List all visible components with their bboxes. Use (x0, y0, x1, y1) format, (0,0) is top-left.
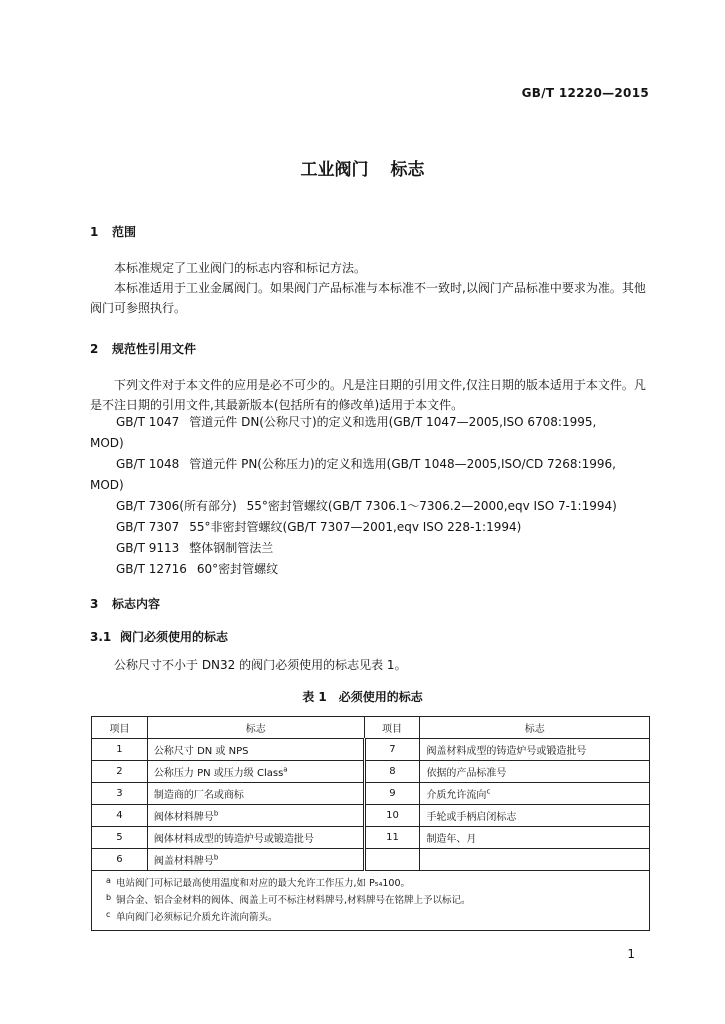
footnote-ref: b (213, 809, 219, 818)
reference-title: 管道元件 PN(公称压力)的定义和选用(GB/T 1048—2005,ISO/CD 7268:1996, (189, 457, 616, 471)
section-3-1-body (90, 655, 646, 675)
table-row (92, 761, 650, 783)
reference-item (90, 538, 650, 559)
mark-text: 制造商的厂名或商标 (147, 783, 364, 805)
note-text: 电站阀门可标记最高使用温度和对应的最大允许工作压力,如 P₅₄100。 (116, 878, 411, 889)
reference-title: 整体钢制管法兰 (189, 541, 274, 555)
item-number: 11 (364, 827, 420, 849)
required-marks-table (91, 716, 650, 931)
reference-code: GB/T 1047 (116, 415, 180, 429)
section-number: 1 (90, 225, 99, 239)
page-number: 1 (627, 947, 635, 961)
note-text: 单向阀门必须标记介质允许流向箭头。 (116, 912, 278, 923)
table-row (92, 805, 650, 827)
table-row (92, 827, 650, 849)
header-mark: 标志 (147, 717, 364, 739)
table-note (106, 892, 643, 909)
item-number: 2 (92, 761, 148, 783)
section-number: 3.1 (90, 630, 112, 644)
table-notes (92, 871, 650, 931)
mark-text: 阀盖材料牌号$^b$ (147, 849, 364, 871)
reference-continuation: MOD) (90, 436, 124, 450)
reference-list (90, 412, 650, 580)
reference-item (90, 496, 650, 517)
reference-title: 55°密封管螺纹(GB/T 7306.1～7306.2—2000,eqv ISO 7-1:1994) (246, 499, 617, 513)
item-number: 8 (364, 761, 420, 783)
mark-text: 阀体材料成型的铸造炉号或锻造批号 (147, 827, 364, 849)
paragraph: 公称尺寸不小于 DN32 的阀门必须使用的标志见表 1。 (114, 658, 407, 672)
section-2-heading (90, 340, 196, 357)
table-notes-row (92, 871, 650, 931)
mark-text: 阀盖材料成型的铸造炉号或锻造批号 (420, 739, 650, 761)
section-3-heading (90, 595, 160, 612)
section-title: 标志内容 (112, 597, 161, 611)
footnote-ref: c (486, 787, 491, 796)
table-row (92, 849, 650, 871)
reference-continuation: MOD) (90, 478, 124, 492)
table-note (106, 909, 643, 926)
table-row (92, 739, 650, 761)
paragraph: 本标准适用于工业金属阀门。如果阀门产品标准与本标准不一致时,以阀门产品标准中要求为准。其他阀门可参照执行。 (90, 281, 646, 315)
standard-code: GB/T 12220—2015 (521, 86, 649, 100)
item-number: 9 (364, 783, 420, 805)
table-row (92, 783, 650, 805)
footnote-ref: b (213, 853, 219, 862)
reference-code: GB/T 7306(所有部分) (116, 499, 237, 513)
item-number: 5 (92, 827, 148, 849)
table-title: 必须使用的标志 (338, 690, 423, 704)
mark-text: 公称尺寸 DN 或 NPS (147, 739, 364, 761)
mark-text (420, 849, 650, 871)
table-header-row (92, 717, 650, 739)
title-part-2: 标志 (390, 160, 425, 180)
section-1-body (90, 258, 646, 318)
reference-title: 管道元件 DN(公称尺寸)的定义和选用(GB/T 1047—2005,ISO 6708:1995, (189, 415, 597, 429)
reference-code: GB/T 1048 (116, 457, 180, 471)
reference-code: GB/T 12716 (116, 562, 187, 576)
item-number: 3 (92, 783, 148, 805)
section-number: 3 (90, 597, 99, 611)
reference-code: GB/T 9113 (116, 541, 180, 555)
reference-title: 60°密封管螺纹 (196, 562, 279, 576)
section-3-1-heading (90, 628, 228, 645)
mark-text: 介质允许流向$^c$ (420, 783, 650, 805)
item-number (364, 849, 420, 871)
table-caption (0, 688, 725, 705)
note-symbol: b (106, 893, 112, 902)
reference-item (90, 559, 650, 580)
reference-title: 55°非密封管螺纹(GB/T 7307—2001,eqv ISO 228-1:1994) (189, 520, 522, 534)
reference-code: GB/T 7307 (116, 520, 180, 534)
item-number: 10 (364, 805, 420, 827)
table-note (106, 875, 643, 892)
section-number: 2 (90, 342, 99, 356)
item-number: 1 (92, 739, 148, 761)
mark-text: 手轮或手柄启闭标志 (420, 805, 650, 827)
section-title: 范围 (112, 225, 137, 239)
header-item: 项目 (364, 717, 420, 739)
title-part-1: 工业阀门 (300, 160, 369, 180)
table-label: 表 1 (302, 690, 327, 704)
item-number: 6 (92, 849, 148, 871)
note-symbol: a (106, 876, 111, 885)
reference-item (90, 517, 650, 538)
mark-text: 依据的产品标准号 (420, 761, 650, 783)
reference-item (90, 412, 650, 454)
mark-text: 公称压力 PN 或压力级 Class$^a$ (147, 761, 364, 783)
header-item: 项目 (92, 717, 148, 739)
mark-text: 制造年、月 (420, 827, 650, 849)
header-mark: 标志 (420, 717, 650, 739)
mark-text: 阀体材料牌号$^b$ (147, 805, 364, 827)
item-number: 4 (92, 805, 148, 827)
section-2-intro (90, 375, 646, 415)
note-symbol: c (106, 910, 111, 919)
section-title: 规范性引用文件 (112, 342, 197, 356)
paragraph: 本标准规定了工业阀门的标志内容和标记方法。 (114, 261, 367, 275)
footnote-ref: a (283, 765, 288, 774)
paragraph: 下列文件对于本文件的应用是必不可少的。凡是注日期的引用文件,仅注日期的版本适用于本文件。凡是不注日期的引用文件,其最新版本(包括所有的修改单)适用于本文件。 (90, 378, 646, 412)
document-title (0, 155, 725, 180)
section-title: 阀门必须使用的标志 (120, 630, 229, 644)
section-1-heading (90, 223, 136, 240)
item-number: 7 (364, 739, 420, 761)
reference-item (90, 454, 650, 496)
note-text: 铜合金、铝合金材料的阀体、阀盖上可不标注材料牌号,材料牌号在铭牌上予以标记。 (116, 895, 471, 906)
